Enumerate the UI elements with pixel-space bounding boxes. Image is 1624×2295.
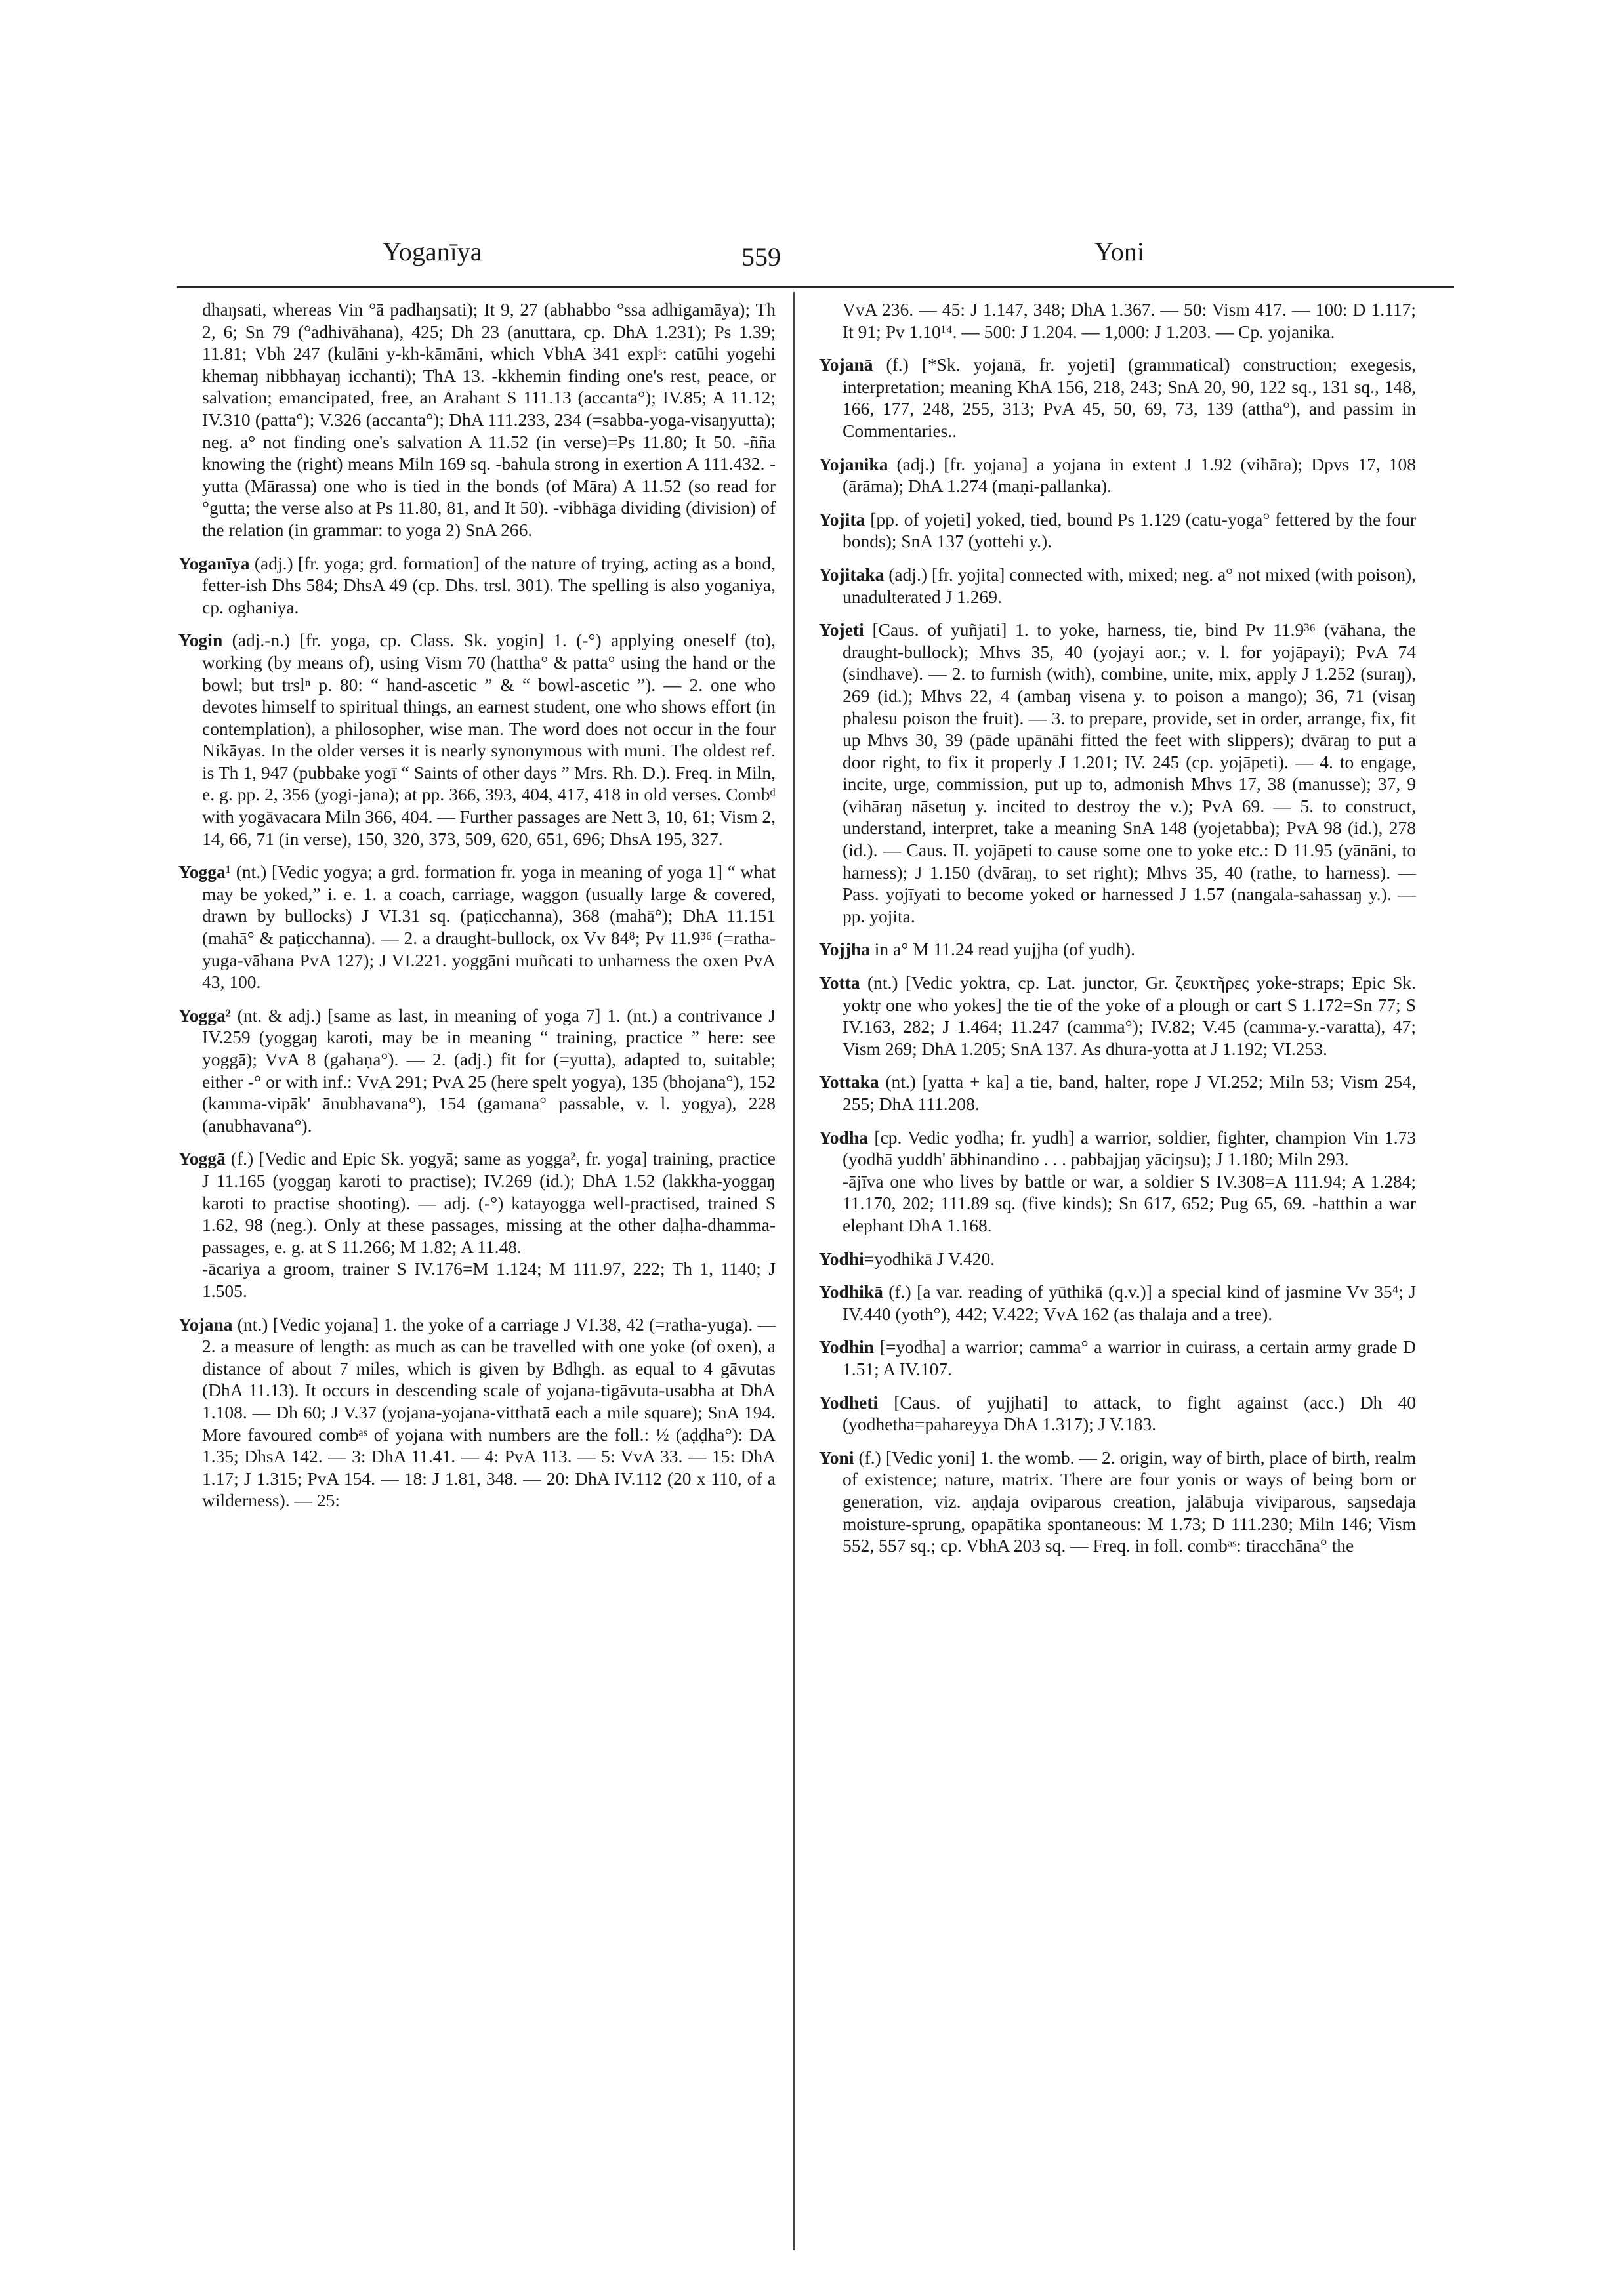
dictionary-entry	[178, 552, 776, 619]
entry-text: (adj.) [fr. yojana] a yojana in extent J 1.92 (vihāra); Dpvs 17, 108 (ārāma); DhA 1.274 (maṇi-pallanka).	[843, 453, 1416, 497]
entry-text: (adj.-n.) [fr. yoga, cp. Class. Sk. yogin] 1. (-°) applying oneself (to), working (by means of), using Vism 70 (hattha° & patta° using the hand or the bowl; but trslⁿ p. 80: “ hand-ascetic ” & “ bowl-ascetic ”). — 2. one who devotes himself to spiritual things, an earnest student, one who shows effort (in contemplation), a philosopher, wise man. The word does not occur in the four Nikāyas. In the older verses it is nearly synonymous with muni. The oldest ref. is Th 1, 947 (pubbake yogī “ Saints of other days ” Mrs. Rh. D.). Freq. in Miln, e. g. pp. 2, 356 (yogi-jana); at pp. 366, 393, 404, 417, 418 in old verses. Combᵈ with yogāvacara Miln 366, 404. — Further passages are Nett 3, 10, 61; Vism 2, 14, 66, 71 (in verse), 150, 320, 373, 509, 620, 651, 696; DhsA 195, 327.	[202, 630, 776, 849]
entry-subentry: -ājīva one who lives by battle or war, a soldier S IV.308=A 111.94; A 1.284; 11.170, 202; 111.89 sq. (five kinds); Sn 617, 652; Pug 65, 69. -hatthin a war elephant DhA 1.168.	[843, 1170, 1416, 1235]
headword: Yoganīya	[178, 552, 250, 573]
right-column	[819, 299, 1416, 1568]
entry-text: (adj.) [fr. yoga; grd. formation] of the nature of trying, acting as a bond, fetter-ish Dhs 584; DhsA 49 (cp. Dhs. trsl. 301). The spelling is also yoganiya, cp. oghaniya.	[202, 552, 776, 617]
dictionary-entry	[819, 619, 1416, 927]
dictionary-entry	[178, 1313, 776, 1512]
dictionary-entry	[178, 629, 776, 850]
headword: Yottaka	[819, 1071, 879, 1092]
entry-text: (f.) [a var. reading of yūthikā (q.v.)] a special kind of jasmine Vv 35⁴; J IV.440 (yoth°), 442; V.422; VvA 162 (as thalaja and a tree).	[843, 1281, 1416, 1324]
headword: Yojitaka	[819, 564, 885, 585]
headword: Yogga²	[178, 1004, 232, 1025]
dictionary-entry	[819, 1336, 1416, 1380]
headword: Yogin	[178, 630, 223, 651]
entry-text: [pp. of yojeti] yoked, tied, bound Ps 1.129 (catu-yoga° fettered by the four bonds); SnA 137 (yottehi y.).	[843, 508, 1416, 552]
entry-text: in a° M 11.24 read yujjha (of yudh).	[869, 939, 1135, 960]
dictionary-entry	[819, 1248, 1416, 1270]
entry-text: [Caus. of yuñjati] 1. to yoke, harness, tie, bind Pv 11.9³⁶ (vāhana, the draught-bullock); Mhvs 35, 40 (yojayi aor.; v. l. for yojāpayi); PvA 74 (sindhave). — 2. to furnish (with), combine, unite, mix, apply J 1.252 (suraŋ), 269 (id.); Mhvs 22, 4 (ambaŋ visena y. to poison a mango); 36, 71 (visaŋ phalesu poison the fruit). — 3. to prepare, provide, set in order, arrange, fix, fit up Mhvs 30, 39 (pāde upānāhi fitted the feet with slippers); dvāraŋ to put a door right, to fix it properly J 1.201; IV. 245 (cp. yojāpeti). — 4. to engage, incite, urge, commission, put up to, admonish Mhvs 17, 38 (manusse); 37, 9 (vihāraŋ nāsetuŋ y. incited to destroy the v.); PvA 69. — 5. to construct, understand, interpret, take a meaning SnA 148 (yojetabba); PvA 98 (id.), 278 (id.). — Caus. II. yojāpeti to cause some one to yoke etc.: D 11.95 (yānāni, to harness); J 1.150 (dvāraŋ, to set right); Mhvs 35, 40 (rathe, to harness). — Pass. yojīyati to become yoked or harnessed J 1.57 (nangala-sahassaŋ y.). — pp. yojita.	[843, 619, 1416, 926]
entry-text: (adj.) [fr. yojita] connected with, mixed; neg. a° not mixed (with poison), unadulterated J 1.269.	[843, 564, 1416, 607]
headword: Yojita	[819, 508, 865, 529]
headword: Yojeti	[819, 619, 864, 640]
entry-text: (f.) [*Sk. yojanā, fr. yojeti] (grammatical) construction; exegesis, interpretation; meaning KhA 156, 218, 243; SnA 20, 90, 122 sq., 131 sq., 148, 166, 177, 248, 255, 313; PvA 45, 50, 69, 73, 139 (attha°), and passim in Commentaries..	[843, 354, 1416, 441]
headword: Yodha	[819, 1127, 868, 1148]
dictionary-entry	[819, 508, 1416, 552]
headword: Yotta	[819, 972, 860, 993]
headword: Yodheti	[819, 1392, 879, 1413]
headword: Yojjha	[819, 939, 870, 960]
dictionary-entry	[178, 861, 776, 993]
entry-text: (f.) [Vedic and Epic Sk. yogyā; same as yogga², fr. yoga] training, practice J 11.165 (yoggaŋ karoti to practise); IV.269 (id.); DhA 1.52 (lakkha-yoggaŋ karoti to practise shooting). — adj. (-°) katayogga well-practised, trained S 1.62, 98 (neg.). Only at these passages, missing at the other daḷha-dhamma-passages, e. g. at S 11.266; M 1.82; A 11.48.	[202, 1148, 776, 1257]
dictionary-entry	[819, 938, 1416, 961]
dictionary-entry	[819, 1071, 1416, 1115]
headword: Yodhikā	[819, 1281, 883, 1302]
entry-text: (nt. & adj.) [same as last, in meaning of yoga 7] 1. (nt.) a contrivance J IV.259 (yoggaŋ karoti, may be in meaning “ training, practice ” here: see yoggā); VvA 8 (gahaṇa°). — 2. (adj.) fit for (=yutta), adapted to, suitable; either -° or with inf.: VvA 291; PvA 25 (here spelt yogya), 135 (bhojana°), 152 (kamma-vipāk' ānubhavana°), 154 (gamana° passable, v. l. yogya), 228 (anubhavana°).	[202, 1004, 776, 1136]
running-header	[176, 236, 1455, 289]
left-guideword: Yoganīya	[383, 237, 482, 266]
column-divider	[793, 292, 795, 2250]
dictionary-entry	[178, 1148, 776, 1302]
entry-subentry: -ācariya a groom, trainer S IV.176=M 1.124; M 111.97, 222; Th 1, 1140; J 1.505.	[202, 1258, 776, 1301]
dictionary-entry	[819, 1127, 1416, 1237]
dictionary-entry	[819, 299, 1416, 342]
headword: Yogga¹	[178, 861, 232, 882]
entry-text: [=yodha] a warrior; camma° a warrior in cuirass, a certain army grade D 1.51; A IV.107.	[843, 1336, 1416, 1379]
headword: Yodhin	[819, 1336, 875, 1357]
left-column	[178, 299, 776, 1523]
entry-text: (f.) [Vedic yoni] 1. the womb. — 2. origin, way of birth, place of birth, realm of existence; nature, matrix. There are four yonis or ways of being born or generation, viz. aṇḍaja oviparous creation, jalābuja viviparous, saŋsedaja moisture-sprung, opapātika spontaneous: M 1.73; D 111.230; Miln 146; Vism 552, 557 sq.; cp. VbhA 203 sq. — Freq. in foll. combᵃˢ: tiracchāna° the	[843, 1447, 1416, 1556]
entry-text: dhaŋsati, whereas Vin °ā padhaŋsati); It 9, 27 (abhabbo °ssa adhigamāya); Th 2, 6; Sn 79 (°adhivāhana), 425; Dh 23 (anuttara, cp. DhA 1.231); Ps 1.39; 11.81; Vbh 247 (kulāni y-kh-kāmāni, which VbhA 341 explˢ: catūhi yogehi khemaŋ nibbhayaŋ icchanti); ThA 13. -kkhemin finding one's rest, peace, or salvation; emancipated, free, an Arahant S 111.13 (accanta°); IV.85; A 11.12; IV.310 (patta°); V.326 (accanta°); DhA 111.233, 234 (=sabba-yoga-visaŋyutta); neg. a° not finding one's salvation A 11.52 (in verse)=Ps 11.80; It 50. -ñña knowing the (right) means Miln 169 sq. -bahula strong in exertion A 111.432. -yutta (Mārassa) one who is tied in the bonds (of Māra) A 11.52 (so read for °gutta; the verse also at Ps 11.80, 81, and It 50). -vibhāga dividing (division) of the relation (in grammar: to yoga 2) SnA 266.	[202, 299, 776, 540]
headword: Yojanika	[819, 453, 888, 474]
dictionary-entry	[819, 354, 1416, 442]
dictionary-entry	[819, 972, 1416, 1060]
entry-text: [cp. Vedic yodha; fr. yudh] a warrior, soldier, fighter, champion Vin 1.73 (yodhā yuddh' ābhinandino . . . pabbajjaŋ yāciŋsu); J 1.180; Miln 293.	[843, 1127, 1416, 1170]
dictionary-entry	[819, 1392, 1416, 1436]
headword: Yojanā	[819, 354, 873, 375]
page-number: 559	[741, 242, 781, 272]
header-rule	[177, 286, 1454, 288]
entry-text: =yodhikā J V.420.	[864, 1248, 995, 1269]
right-guideword: Yoni	[1094, 237, 1144, 266]
entry-text: (nt.) [Vedic yoktra, cp. Lat. junctor, Gr. ζευκτῆρες yoke-straps; Epic Sk. yoktṛ one who yokes] the tie of the yoke of a plough or cart S 1.172=Sn 77; S IV.163, 282; J 1.464; 11.247 (camma°); IV.82; V.45 (camma-y.-varatta), 47; Vism 269; DhA 1.205; SnA 137. As dhura-yotta at J 1.192; VI.253.	[843, 972, 1416, 1059]
headword: Yojana	[178, 1313, 233, 1334]
dictionary-entry	[178, 299, 776, 541]
dictionary-entry	[819, 1447, 1416, 1557]
entry-text: [Caus. of yujjhati] to attack, to fight against (acc.) Dh 40 (yodhetha=pahareyya DhA 1.317); J V.183.	[843, 1392, 1416, 1435]
entry-text: (nt.) [yatta + ka] a tie, band, halter, rope J VI.252; Miln 53; Vism 254, 255; DhA 111.208.	[843, 1071, 1416, 1114]
headword: Yoggā	[178, 1148, 226, 1169]
dictionary-entry	[178, 1004, 776, 1137]
entry-text: (nt.) [Vedic yogya; a grd. formation fr. yoga in meaning of yoga 1] “ what may be yoked,” i. e. 1. a coach, carriage, waggon (usually large & covered, drawn by bullocks) J VI.31 sq. (paṭicchanna), 368 (mahā°); DhA 11.151 (mahā° & paṭicchanna). — 2. a draught-bullock, ox Vv 84⁸; Pv 11.9³⁶ (=ratha-yuga-vāhana PvA 127); J VI.221. yoggāni muñcati to unharness the oxen PvA 43, 100.	[202, 861, 776, 993]
entry-text: (nt.) [Vedic yojana] 1. the yoke of a carriage J VI.38, 42 (=ratha-yuga). — 2. a measure of length: as much as can be travelled with one yoke (of oxen), a distance of about 7 miles, which is given by Bdhgh. as equal to 4 gāvutas (DhA 11.13). It occurs in descending scale of yojana-tigāvuta-usabha at DhA 1.108. — Dh 60; J V.37 (yojana-yojana-vitthatā each a mile square); SnA 194. More favoured combᵃˢ of yojana with numbers are the foll.: ½ (aḍḍha°): DA 1.35; DhsA 142. — 3: DhA 11.41. — 4: PvA 113. — 5: VvA 33. — 15: DhA 1.17; J 1.315; PvA 154. — 18: J 1.81, 348. — 20: DhA IV.112 (20 x 110, of a wilderness). — 25:	[202, 1313, 776, 1511]
headword: Yodhi	[819, 1248, 864, 1269]
dictionary-entry	[819, 564, 1416, 608]
headword: Yoni	[819, 1447, 854, 1468]
dictionary-entry	[819, 1281, 1416, 1325]
dictionary-entry	[819, 453, 1416, 497]
entry-text: VvA 236. — 45: J 1.147, 348; DhA 1.367. — 50: Vism 417. — 100: D 1.117; It 91; Pv 1.10¹⁴. — 500: J 1.204. — 1,000: J 1.203. — Cp. yojanika.	[843, 299, 1416, 342]
